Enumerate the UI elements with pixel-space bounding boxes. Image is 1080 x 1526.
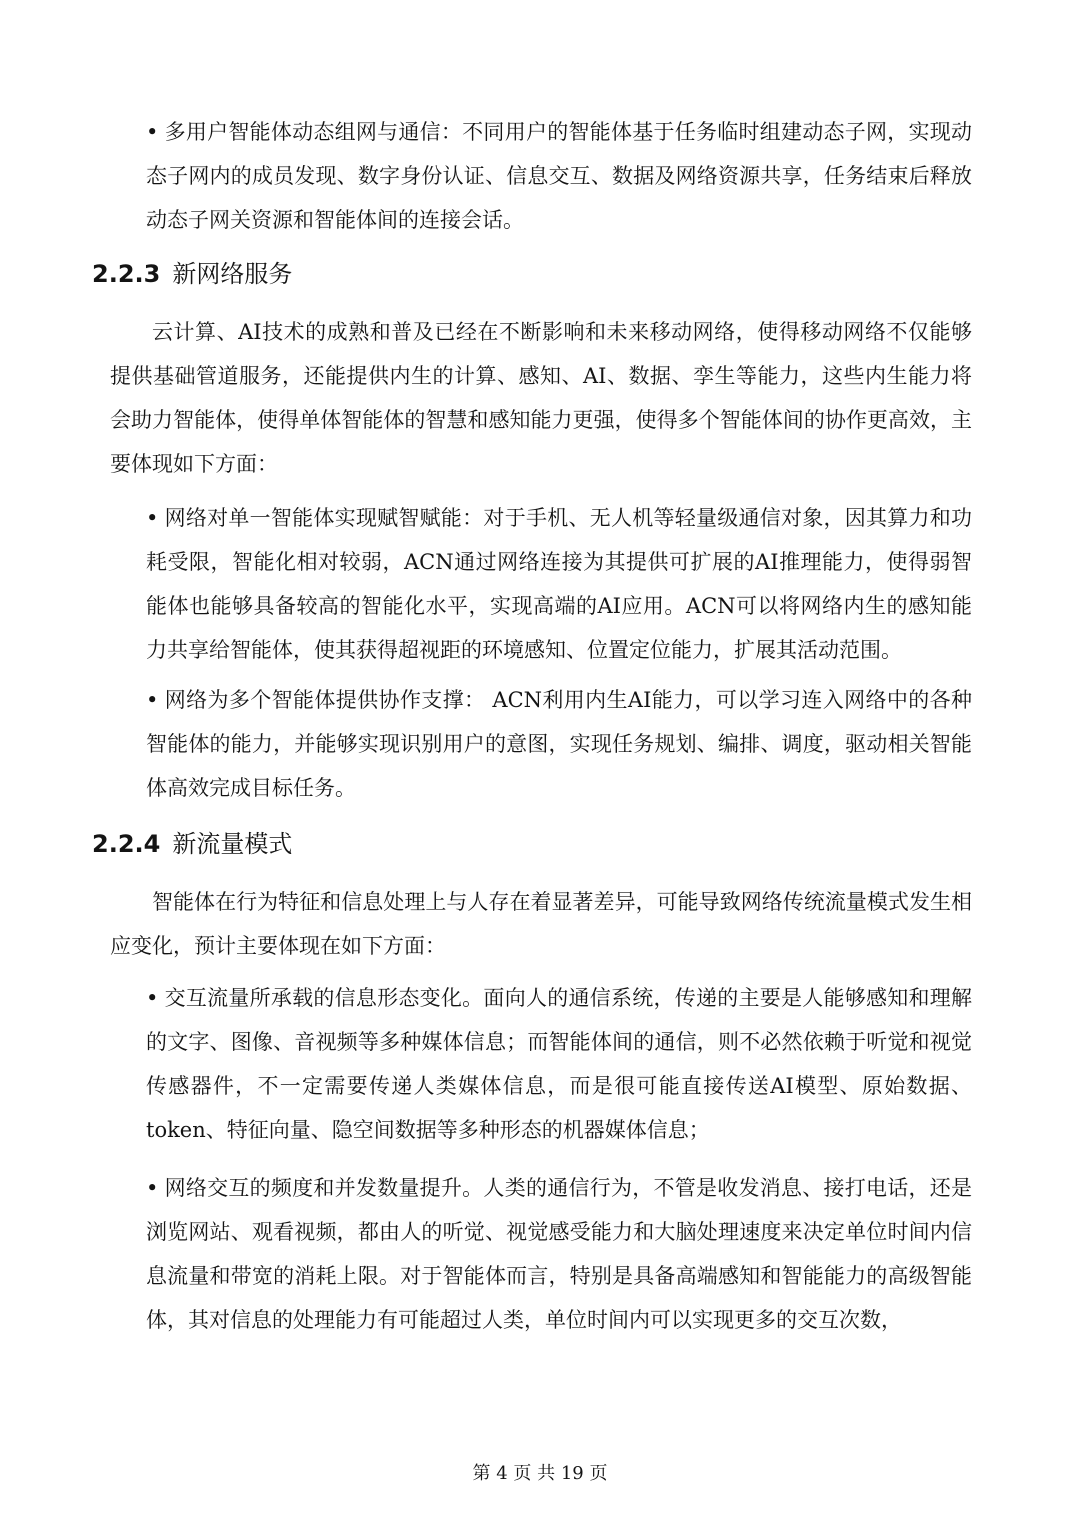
bullet-text: 交互流量所承载的信息形态变化。面向人的通信系统，传递的主要是人能够感知和理解的文字、图像、音视频等多种媒体信息；而智能体间的通信，则不必然依赖于听觉和视觉传感器件，不一定需要传递人类媒体信息，而是很可能直接传送AI模型、原始数据、token、特征向量、隐空间数据等多种形态的机器媒体信息； bbox=[146, 986, 972, 1142]
bullet-dot-icon: • bbox=[146, 120, 159, 144]
section-heading-2-2-4 bbox=[92, 828, 292, 860]
bullet-text: 网络对单一智能体实现赋智赋能：对于手机、无人机等轻量级通信对象，因其算力和功耗受限，智能化相对较弱，ACN通过网络连接为其提供可扩展的AI推理能力，使得弱智能体也能够具备较高的智能化水平，实现高端的AI应用。ACN可以将网络内生的感知能力共享给智能体，使其获得超视距的环境感知、位置定位能力，扩展其活动范围。 bbox=[146, 506, 972, 662]
bullet-text: 多用户智能体动态组网与通信：不同用户的智能体基于任务临时组建动态子网，实现动态子网内的成员发现、数字身份认证、信息交互、数据及网络资源共享，任务结束后释放动态子网关资源和智能体间的连接会话。 bbox=[146, 120, 972, 232]
section-number: 2.2.4 bbox=[92, 830, 161, 858]
bullet-text: 网络交互的频度和并发数量提升。人类的通信行为，不管是收发消息、接打电话，还是浏览网站、观看视频，都由人的听觉、视觉感受能力和大脑处理速度来决定单位时间内信息流量和带宽的消耗上限。对于智能体而言，特别是具备高端感知和智能能力的高级智能体，其对信息的处理能力有可能超过人类，单位时间内可以实现更多的交互次数， bbox=[146, 1176, 972, 1332]
bullet-dot-icon: • bbox=[146, 688, 159, 712]
bullet-multi-user-networking bbox=[146, 110, 972, 242]
section-number: 2.2.3 bbox=[92, 260, 161, 288]
bullet-text: 网络为多个智能体提供协作支撑： ACN利用内生AI能力，可以学习连入网络中的各种智能体的能力，并能够实现识别用户的意图，实现任务规划、编排、调度，驱动相关智能体高效完成目标任务。 bbox=[146, 688, 972, 800]
page-number-footer: 第 4 页 共 19 页 bbox=[472, 1463, 608, 1484]
bullet-single-agent-empowerment bbox=[146, 496, 972, 672]
section-2-2-3-intro: 云计算、AI技术的成熟和普及已经在不断影响和未来移动网络，使得移动网络不仅能够提供基础管道服务，还能提供内生的计算、感知、AI、数据、孪生等能力，这些内生能力将会助力智能体，使得单体智能体的智慧和感知能力更强，使得多个智能体间的协作更高效，主要体现如下方面： bbox=[110, 320, 972, 476]
bullet-dot-icon: • bbox=[146, 986, 159, 1010]
section-heading-2-2-3 bbox=[92, 258, 292, 290]
bullet-dot-icon: • bbox=[146, 506, 159, 530]
bullet-information-form-change bbox=[146, 976, 972, 1152]
bullet-interaction-frequency bbox=[146, 1166, 972, 1342]
bullet-dot-icon: • bbox=[146, 1176, 159, 1200]
section-title: 新流量模式 bbox=[172, 830, 293, 858]
section-2-2-4-intro: 智能体在行为特征和信息处理上与人存在着显著差异，可能导致网络传统流量模式发生相应变化，预计主要体现在如下方面： bbox=[110, 890, 972, 958]
bullet-multi-agent-collaboration bbox=[146, 678, 972, 810]
section-title: 新网络服务 bbox=[172, 260, 293, 288]
